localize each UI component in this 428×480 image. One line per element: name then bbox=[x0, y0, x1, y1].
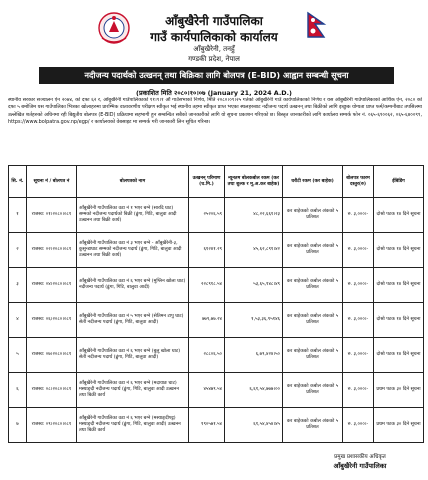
col-header-quantity: उत्खनन् परिमाण (घ.मि.) bbox=[189, 166, 225, 198]
signatory-office: आँबुखैरेनी गाउँपालिका bbox=[333, 462, 387, 470]
cell-name: आँबुखैरेनी गाउँपालिका वडा नं ५ भएर बग्ने (सेतिमन टापु घाट) सेती नदीजन्य पदार्थ (ढुंगा, गिटि, बालुवा आदी) bbox=[77, 303, 189, 338]
cell-deposit: कर बाहेकको कबोल अंकको ५ प्रतिशत bbox=[283, 303, 343, 338]
cell-deposit: कर बाहेकको कबोल अंकको ५ प्रतिशत bbox=[283, 373, 343, 408]
cell-min-bid: १,५३,३६,९५१४६ bbox=[225, 303, 283, 338]
cell-ebid: दोश्रो पटक १४ दिने सूचना bbox=[374, 198, 424, 233]
cell-min-bid: ६१,५४,४५४।४५ bbox=[225, 408, 283, 443]
cell-quantity: ७७९,७७.२४ bbox=[189, 303, 225, 338]
cell-min-bid: ४८,२२,६६१।२३ bbox=[225, 198, 283, 233]
cell-min-bid: ६,७९,४२४।५० bbox=[225, 338, 283, 373]
cell-deposit: कर बाहेकको कबोल अंकको ५ प्रतिशत bbox=[283, 268, 343, 303]
col-header-sn: सि. नं. bbox=[9, 166, 27, 198]
bid-table bbox=[8, 165, 424, 443]
notice-paragraph: स्थानीय सरकार सञ्चालन ऐन २०७४, को दफा ६२ र, आँबुखैरेनी गाउँपालिकाको ११।९।१ औं गाउँसभाको निर्णय, मिति २०८०।०९।२५ गतेको आँबुखैरेनी गाउँ कार्यपालिकाको निर्णय र यस आँबुखैरेनी गाउँपालिकाको आर्थिक ऐन, २०८० को दफा ५ बमोजिम यस गाउँपालिका भित्रका खोलाहरुमा प्रारम्भिक वातावरणीय परीक्षण स्वीकृत भई स्थानीय तहमा स्वीकृत प्राप्त भएका स्थलहरुबाट नदीजन्य पदार्थ उत्खनन् तथा बिक्रीको लागि इच्छुक योग्यता प्राप्त फर्म/कम्पनीबाट तपसिलमा उल्लेखित शर्तहरुको अधिनमा रही बिद्युतीय बोलपत्र (E-BID) प्रक्रियामा सहभागी हुन सम्बन्धित सबैको जानकारीको लागि यो सूचना प्रकाशन गरिएको छ। बिस्तृत जानकारीको लागि कार्यालय सम्पर्क फोन नं. ०६५-६९००६२, ०६५-६४००९९, https://www.bolpatra.gov.np/egp/ र कार्यालयको वेबसाइट मा सम्पर्क गरी जानकारी लिन सूचित गरिन्छ। bbox=[8, 97, 422, 126]
cell-notice-no: राजस्व: ०९।२०८०।०८१ bbox=[27, 408, 77, 443]
office-location: आँबुखैरेनी, तनहुँ bbox=[193, 45, 235, 53]
table-row bbox=[9, 303, 424, 338]
published-date: (प्रकाशित मिति २०८०।१०।०७ (January 21, 2024 A.D.) bbox=[136, 89, 292, 97]
cell-ebid: प्रथम पटक ३० दिने सूचना bbox=[374, 408, 424, 443]
col-header-deposit: धरौटी रकम (कर बाहेक) bbox=[283, 166, 343, 198]
table-row bbox=[9, 408, 424, 443]
cell-min-bid: ५३,६५,१४८।४९ bbox=[225, 268, 283, 303]
cell-ebid: दोश्रो पटक १४ दिने सूचना bbox=[374, 338, 424, 373]
cell-deposit: कर बाहेकको कबोल अंकको ५ प्रतिशत bbox=[283, 338, 343, 373]
cell-sn: १ bbox=[9, 198, 27, 233]
signatory-title: प्रमुख प्रशासकीय अधिकृत bbox=[334, 454, 386, 460]
cell-notice-no: राजस्व: ०१।२०८०।०८१ bbox=[27, 198, 77, 233]
province-name: गण्डकी प्रदेश, नेपाल bbox=[188, 55, 240, 63]
cell-name: आँबुखैरेनी गाउँपालिका वडा नं ३ भएर बग्ने - आँबुखैरेनी-३, कुसुन्डाघाट सम्मको नदीजन्य पदार्थ (ढुंगा, गिटि, बालुवा आदी उत्खनन तथा बिक्री कार्य) bbox=[77, 233, 189, 268]
cell-deposit: कर बाहेकको कबोल अंकको ५ प्रतिशत bbox=[283, 198, 343, 233]
table-row bbox=[9, 373, 424, 408]
cell-form-fee: रु. ३,०००।- bbox=[343, 373, 374, 408]
cell-form-fee: रु. ३,०००।- bbox=[343, 338, 374, 373]
cell-sn: २ bbox=[9, 233, 27, 268]
col-header-form-fee: बोलपत्र फारम दस्तुर(रु) bbox=[343, 166, 374, 198]
cell-notice-no: राजस्व: ०४।२०८०।०८१ bbox=[27, 268, 77, 303]
cell-quantity: १९०५७१.५४ bbox=[189, 408, 225, 443]
cell-notice-no: राजस्व: ०८।२०८०।०८१ bbox=[27, 373, 77, 408]
cell-name: आँबुखैरेनी गाउँपालिका वडा नं ६ भएर बग्ने (मस्याङ्दीपट्ट) मस्याङ्दी नदीजन्य पदार्थ (ढुंगा, गिटि, बालुवा आदी) उत्खनन तथा बिक्री कार्य bbox=[77, 408, 189, 443]
cell-sn: ३ bbox=[9, 268, 27, 303]
cell-name: आँबुखैरेनी गाउँपालिका वडा नं ६ भएर बग्ने (मदायाङ घाट) मस्याङ्दी नदीजन्य पदार्थ (ढुंगा, गिटि, बालुवा आदी उत्खनन तथा बिक्री कार्य bbox=[77, 373, 189, 408]
cell-quantity: २८८०६.५० bbox=[189, 338, 225, 373]
office-name: आँबुखैरेनी गाउँपालिका bbox=[165, 14, 263, 28]
col-header-min-bid: न्यूनतम बोलकबोल रकम (कर तथा शुल्क र मू.अ.कर बाहेक) bbox=[225, 166, 283, 198]
cell-ebid: प्रथम पटक ३० दिने सूचना bbox=[374, 373, 424, 408]
cell-quantity: ४५४७९.५४ bbox=[189, 373, 225, 408]
cell-form-fee: रु. ३,०००।- bbox=[343, 233, 374, 268]
cell-name: आँबुखैरेनी गाउँपालिका वडा नं ६ भएर बग्ने (मुग्लिन खोला घाट) नदीजन्य पदार्थ (ढुंगा, गिटि, बालुवा आदी) bbox=[77, 268, 189, 303]
cell-deposit: कर बाहेकको कबोल अंकको ५ प्रतिशत bbox=[283, 233, 343, 268]
cell-form-fee: रु. ३,०००।- bbox=[343, 198, 374, 233]
cell-form-fee: रु. ३,०००।- bbox=[343, 408, 374, 443]
cell-sn: ६ bbox=[9, 373, 27, 408]
cell-form-fee: रु. ३,०००।- bbox=[343, 268, 374, 303]
col-header-ebid: ईबिडिंग bbox=[374, 166, 424, 198]
cell-ebid: दोश्रो पटक १४ दिने सूचना bbox=[374, 303, 424, 338]
col-header-name: बोलपत्रको नाम bbox=[77, 166, 189, 198]
cell-min-bid: ६,६१,५४,७७७।०० bbox=[225, 373, 283, 408]
cell-notice-no: राजस्व: ०२।२०८०।०८१ bbox=[27, 233, 77, 268]
cell-notice-no: राजस्व: ०६।२०८०।०८१ bbox=[27, 303, 77, 338]
cell-sn: ७ bbox=[9, 408, 27, 443]
table-header-row bbox=[9, 166, 424, 198]
table-row bbox=[9, 338, 424, 373]
cell-name: आँबुखैरेनी गाउँपालिका वडा नं १ भएर बग्ने (सारदि घाट) सम्मको नदीजन्य पदार्थको बिक्री (ढुंगा, गिटि, बालुवा आदी उत्खनन तथा बिक्री कार्य) bbox=[77, 198, 189, 233]
table-row bbox=[9, 198, 424, 233]
cell-min-bid: ४५,६२,८९१।४२ bbox=[225, 233, 283, 268]
col-header-notice-no: सूचना नं / बोलपत्र नं bbox=[27, 166, 77, 198]
cell-notice-no: राजस्व: ०७।२०८०।०८१ bbox=[27, 338, 77, 373]
cell-deposit: कर बाहेकको कबोल अंकको ५ प्रतिशत bbox=[283, 408, 343, 443]
office-type: गाउँ कार्यपालिकाको कार्यालय bbox=[150, 30, 278, 44]
table-row bbox=[9, 233, 424, 268]
cell-name: आँबुखैरेनी गाउँपालिका वडा नं ६ भएर बग्ने (बुलु खोला घाट) सेती नदीजन्य पदार्थ (ढुंगा, गिटि, बालुवा आदी) bbox=[77, 338, 189, 373]
cell-form-fee: रु. ३,०००।- bbox=[343, 303, 374, 338]
cell-sn: ४ bbox=[9, 303, 27, 338]
cell-quantity: २५२०६.५९ bbox=[189, 198, 225, 233]
cell-ebid: दोश्रो पटक १४ दिने सूचना bbox=[374, 233, 424, 268]
cell-sn: ५ bbox=[9, 338, 27, 373]
notice-title: नदीजन्य पदार्थको उत्खनन् तथा बिक्रिका लागि बोलपत्र (E-BID) आह्वान सम्बन्धी सूचना bbox=[39, 67, 394, 84]
cell-ebid: दोश्रो पटक १४ दिने सूचना bbox=[374, 268, 424, 303]
cell-quantity: ६१२४१.२९ bbox=[189, 233, 225, 268]
cell-quantity: २२८९१८.५४ bbox=[189, 268, 225, 303]
table-row bbox=[9, 268, 424, 303]
